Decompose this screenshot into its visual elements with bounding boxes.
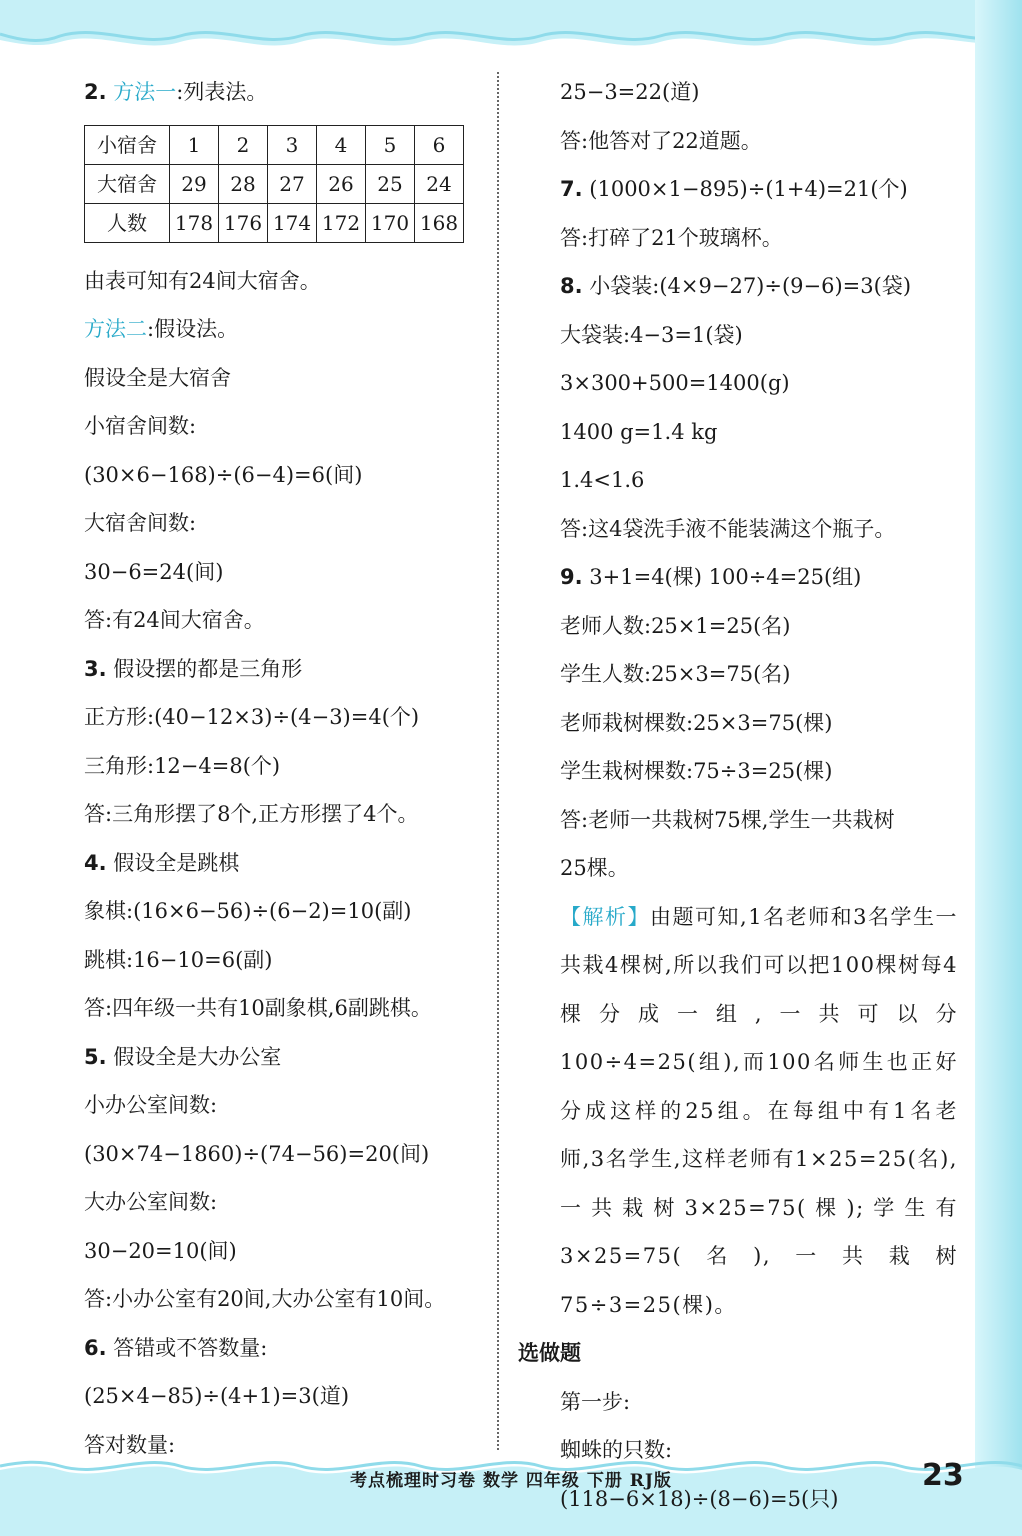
q6-heading (84, 1324, 489, 1373)
table-cell: 29 (170, 164, 219, 203)
analysis-paragraph (518, 893, 958, 1330)
text-line: 由表可知有24间大宿舍。 (84, 268, 321, 293)
q7-text: (1000×1−895)÷(1+4)=21(个) (589, 177, 908, 201)
table-cell: 174 (268, 203, 317, 242)
analysis-text: 由题可知,1名老师和3名学生一共栽4棵树,所以我们可以把100棵树每4棵分成一组,一共可以分100÷4=25(组),而100名师生也正好分成这样的25组。在每组中有1名老师,3名学生,这样老师有1×25=25(名),一共栽树3×25=75(棵);学生有3×25=75(名),一共栽树75÷3=25(棵)。 (560, 904, 958, 1317)
table-cell: 176 (219, 203, 268, 242)
table-row (85, 125, 464, 164)
q8-heading (518, 262, 958, 311)
q8-text: 小袋装:(4×9−27)÷(9−6)=3(袋) (589, 274, 912, 298)
method2-heading (84, 305, 489, 354)
text-line: 大袋装:4−3=1(袋) (560, 322, 743, 347)
table-cell: 4 (317, 125, 366, 164)
table-cell: 168 (415, 203, 464, 242)
table-cell: 170 (366, 203, 415, 242)
table-cell: 2 (219, 125, 268, 164)
left-column (84, 68, 489, 1469)
text-line: 30−20=10(间) (84, 1238, 237, 1263)
text-line: 第一步: (560, 1389, 631, 1414)
column-divider (497, 72, 499, 1450)
q3-text: 假设摆的都是三角形 (113, 656, 303, 681)
q5-number: 5. (84, 1044, 107, 1069)
optional-title: 选做题 (518, 1341, 581, 1365)
text-line: 正方形:(40−12×3)÷(4−3)=4(个) (84, 705, 420, 729)
right-column (518, 68, 958, 1523)
text-line: 假设全是大宿舍 (84, 365, 231, 390)
analysis-tag: 【解析】 (560, 904, 651, 929)
text-line: 25−3=22(道) (560, 80, 700, 104)
q6-number: 6. (84, 1335, 107, 1360)
text-line: (30×74−1860)÷(74−56)=20(间) (84, 1141, 430, 1166)
table-cell: 1 (170, 125, 219, 164)
text-line: 30−6=24(间) (84, 559, 224, 584)
text-line: 答:这4袋洗手液不能装满这个瓶子。 (560, 516, 896, 541)
table-row-label: 大宿舍 (85, 164, 170, 203)
text-line: 大办公室间数: (84, 1190, 218, 1214)
text-line: 小办公室间数: (84, 1093, 218, 1117)
q2-number: 2. (84, 80, 107, 104)
text-line: 3×300+500=1400(g) (560, 371, 790, 395)
table-cell: 172 (317, 203, 366, 242)
text-line: 象棋:(16×6−56)÷(6−2)=10(副) (84, 899, 412, 923)
text-line: 学生栽树棵数:75÷3=25(棵) (560, 759, 833, 783)
q3-number: 3. (84, 656, 107, 681)
text-line: 三角形:12−4=8(个) (84, 753, 281, 778)
table-cell: 25 (366, 164, 415, 203)
text-line: 答:三角形摆了8个,正方形摆了4个。 (84, 802, 419, 826)
text-line: 答对数量: (84, 1432, 176, 1457)
table-cell: 26 (317, 164, 366, 203)
q7-heading (518, 165, 958, 214)
text-line: 学生人数:25×3=75(名) (560, 662, 791, 686)
dorm-table (84, 125, 464, 243)
top-wave-decoration (0, 0, 1022, 70)
text-line: 大宿舍间数: (84, 511, 197, 535)
table-cell: 178 (170, 203, 219, 242)
q7-number: 7. (560, 177, 583, 201)
table-row-label: 人数 (85, 203, 170, 242)
q2-heading (84, 68, 489, 117)
method2-rest: :假设法。 (147, 317, 239, 341)
table-cell: 5 (366, 125, 415, 164)
right-decorative-band (975, 0, 1022, 1536)
text-line: 答:四年级一共有10副象棋,6副跳棋。 (84, 996, 432, 1020)
q9-number: 9. (560, 565, 583, 589)
q4-number: 4. (84, 850, 107, 875)
text-line: 25棵。 (560, 856, 629, 880)
q9-text: 3+1=4(棵) 100÷4=25(组) (589, 565, 862, 589)
q5-text: 假设全是大办公室 (113, 1044, 282, 1069)
q4-heading (84, 839, 489, 888)
text-line: (25×4−85)÷(4+1)=3(道) (84, 1384, 350, 1408)
page-number: 23 (922, 1458, 964, 1493)
page-footer: 考点梳理时习卷 数学 四年级 下册 RJ版 (350, 1471, 672, 1491)
text-line: 答:他答对了22道题。 (560, 128, 762, 153)
text-line: 答:有24间大宿舍。 (84, 608, 265, 632)
q9-heading (518, 553, 958, 602)
text-line: 跳棋:16−10=6(副) (84, 947, 273, 972)
q4-text: 假设全是跳棋 (113, 850, 240, 875)
text-line: 答:小办公室有20间,大办公室有10间。 (84, 1287, 446, 1311)
method1-label: 方法一 (113, 80, 177, 104)
text-line: 1.4<1.6 (560, 468, 645, 492)
q5-heading (84, 1033, 489, 1082)
text-line: 答:老师一共栽树75棵,学生一共栽树 (560, 807, 895, 832)
text-line: 老师栽树棵数:25×3=75(棵) (560, 710, 833, 735)
table-cell: 3 (268, 125, 317, 164)
table-cell: 6 (415, 125, 464, 164)
table-cell: 27 (268, 164, 317, 203)
table-row (85, 164, 464, 203)
table-row (85, 203, 464, 242)
table-cell: 28 (219, 164, 268, 203)
text-line: 1400 g=1.4 kg (560, 419, 718, 444)
text-line: 老师人数:25×1=25(名) (560, 613, 791, 638)
q3-heading (84, 645, 489, 694)
method1-rest: :列表法。 (176, 80, 268, 104)
table-cell: 24 (415, 164, 464, 203)
text-line: 蜘蛛的只数: (560, 1438, 673, 1462)
table-row-label: 小宿舍 (85, 125, 170, 164)
text-line: (30×6−168)÷(6−4)=6(间) (84, 462, 363, 487)
q6-text: 答错或不答数量: (113, 1335, 268, 1360)
q8-number: 8. (560, 274, 583, 298)
text-line: 小宿舍间数: (84, 414, 197, 438)
text-line: 答:打碎了21个玻璃杯。 (560, 225, 783, 250)
method2-label: 方法二 (84, 317, 147, 341)
text-line: (118−6×18)÷(8−6)=5(只) (560, 1486, 839, 1511)
